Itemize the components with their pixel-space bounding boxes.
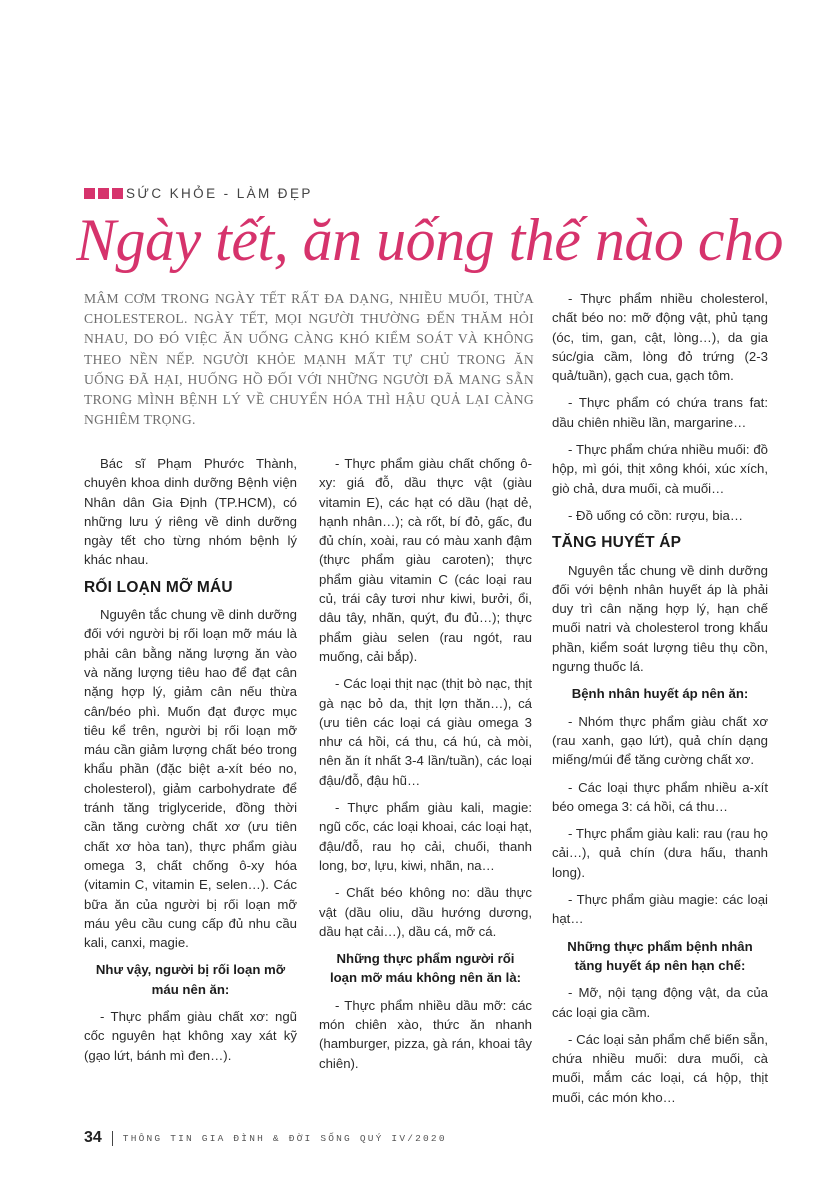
paragraph: - Mỡ, nội tạng động vật, da của các loại gia cầm. <box>552 985 768 1020</box>
section-heading: TĂNG HUYẾT ÁP <box>552 534 682 552</box>
square-icon <box>98 188 109 199</box>
paragraph: - Nhóm thực phẩm giàu chất xơ (rau xanh, gạo lứt), quả chín dạng miếng/múi để tăng cường chất xơ. <box>552 713 768 768</box>
paragraph: - Thực phẩm chứa nhiều muối: đồ hộp, mì gói, thịt xông khói, xúc xích, giò chả, dưa muối, cà muối… <box>552 442 768 496</box>
column-2 <box>319 454 532 1081</box>
column-3 <box>552 289 768 1115</box>
subheading: Như vậy, người bị rối loạn mỡ máu nên ăn: <box>95 962 286 997</box>
square-icon <box>84 188 95 199</box>
publication-name: THÔNG TIN GIA ĐÌNH & ĐỜI SỐNG QUÝ IV/2020 <box>122 1132 447 1144</box>
paragraph: - Các loại thực phẩm nhiều a-xít béo omega 3: cá hồi, cá thu… <box>552 779 768 814</box>
paragraph: - Thực phẩm giàu magie: các loại hạt… <box>552 892 768 927</box>
page-footer <box>84 1129 447 1147</box>
article-title: Ngày tết, ăn uống thế nào cho <box>76 207 784 273</box>
paragraph: - Thực phẩm giàu kali, magie: ngũ cốc, các loại khoai, các loại hạt, đậu/đỗ, rau họ cải, chuối, thanh long, bơ, lựu, kiwi, nhãn, na… <box>319 800 532 873</box>
page-number: 34 <box>84 1129 102 1146</box>
paragraph: - Thực phẩm nhiều cholesterol, chất béo no: mỡ động vật, phủ tạng (óc, tim, gan, cật, lòng…), da gia súc/gia cầm, lòng đỏ trứng (2-3 quả/tuần), gạch cua, gạch tôm. <box>552 291 768 384</box>
paragraph: - Chất béo không no: dầu thực vật (dầu oliu, dầu hướng dương, dầu hạt cải…), dầu cá, mỡ cá. <box>319 885 532 939</box>
paragraph: - Đồ uống có cồn: rượu, bia… <box>568 507 744 523</box>
lead-paragraph: MÂM CƠM TRONG NGÀY TẾT RẤT ĐA DẠNG, NHIỀU MUỐI, THỪA CHOLESTEROL. NGÀY TẾT, MỌI NGƯỜI THƯỜNG ĐẾN THĂM HỎI NHAU, DO ĐÓ VIỆC ĂN UỐNG CÀNG KHÓ KIỂM SOÁT VÀ KHÔNG THEO NỀN NẾP. NGƯỜI KHỎE MẠNH MẤT TỰ CHỦ TRONG ĂN UỐNG ĐÃ HẠI, HUỐNG HỒ ĐỐI VỚI NHỮNG NGƯỜI ĐÃ MANG SẴN TRONG MÌNH BỆNH LÝ VỀ CHUYỂN HÓA THÌ HẬU QUẢ LẠI CÀNG NGHIÊM TRỌNG. <box>84 291 534 428</box>
intro-paragraph: Bác sĩ Phạm Phước Thành, chuyên khoa dinh dưỡng Bệnh viện Nhân dân Gia Định (TP.HCM), có những lưu ý riêng về dinh dưỡng ngày tết cho từng nhóm bệnh lý khác nhau. <box>84 456 297 568</box>
subheading: Bệnh nhân huyết áp nên ăn: <box>571 686 749 702</box>
column-1 <box>84 454 297 1073</box>
paragraph: - Thực phẩm giàu chất chống ô-xy: giá đỗ, dầu thực vật (giàu vitamin E), các hạt có dầu (hạt dẻ, hạnh nhân…); cà rốt, bí đỏ, gấc, đu đủ chín, xoài, rau có màu xanh đậm (thực phẩm giàu caroten); thực phẩm giàu vitamin C (các loại rau củ, trái cây tươi như kiwi, bưởi, ổi, dâu tây, nhãn, quýt, đu đủ…); thực phẩm giàu selen (rau ngót, rau muống, cải bắp). <box>319 456 532 664</box>
paragraph: - Các loại sản phẩm chế biến sẵn, chứa nhiều muối: dưa muối, cà muối, mắm các loại, cá hộp, thịt muối, các món kho… <box>552 1031 768 1105</box>
paragraph: - Thực phẩm giàu kali: rau (rau họ cải…), quả chín (dưa hấu, thanh long). <box>552 826 768 880</box>
square-icon <box>112 188 123 199</box>
paragraph: - Thực phẩm có chứa trans fat: dầu chiên nhiều lần, margarine… <box>552 395 768 430</box>
section-label-text: SỨC KHỎE - LÀM ĐẸP <box>126 186 313 201</box>
footer-divider <box>112 1131 113 1146</box>
paragraph: - Thực phẩm nhiều dầu mỡ: các món chiên xào, thức ăn nhanh (hamburger, pizza, gà rán, khoai tây chiên). <box>319 997 532 1071</box>
paragraph: Nguyên tắc chung về dinh dưỡng đối với người bị rối loạn mỡ máu là phải cân bằng năng lượng ăn vào và năng lượng tiêu hao để đạt cân nặng hợp lý, giảm cân nếu thừa cân/béo phì. Muốn đạt được mục tiêu kể trên, người bị rối loạn mỡ máu cần giảm lượng chất béo trong khẩu phần (đặc biệt a-xít béo no, cholesterol), giảm carbohydrate để tránh tăng triglyceride, đồng thời cần tăng cường chất xơ (ưu tiên chất xơ hòa tan), thực phẩm giàu omega 3, chất chống ô-xy hóa (vitamin C, vitamin E, selen…). Các bữa ăn của người bị rối loạn mỡ máu yêu cầu cung cấp đủ nhu cầu kali, canxi, magie. <box>84 607 297 951</box>
paragraph: Nguyên tắc chung về dinh dưỡng đối với bệnh nhân huyết áp là phải duy trì cân nặng hợp lý, hạn chế muối natri và cholesterol trong khẩu phần, kiểm soát lượng tiêu thụ cồn, ngưng thuốc lá. <box>552 562 768 675</box>
paragraph: - Thực phẩm giàu chất xơ: ngũ cốc nguyên hạt không xay xát kỹ (gạo lứt, bánh mì đen…). <box>84 1009 297 1063</box>
section-label <box>84 186 313 201</box>
paragraph: - Các loại thịt nạc (thịt bò nạc, thịt gà nạc bỏ da, thịt lợn thăn…), cá (ưu tiên các loại cá giàu omega 3 như cá hồi, cá thu, cá hú, cà mòi, nên ăn ít nhất 3-4 lần/tuần), các loại đậu/đỗ, đậu hũ… <box>319 676 532 788</box>
subheading: Những thực phẩm bệnh nhân tăng huyết áp nên hạn chế: <box>567 938 753 973</box>
section-heading: RỐI LOẠN MỠ MÁU <box>84 578 233 596</box>
subheading: Những thực phẩm người rối loạn mỡ máu không nên ăn là: <box>329 951 522 986</box>
